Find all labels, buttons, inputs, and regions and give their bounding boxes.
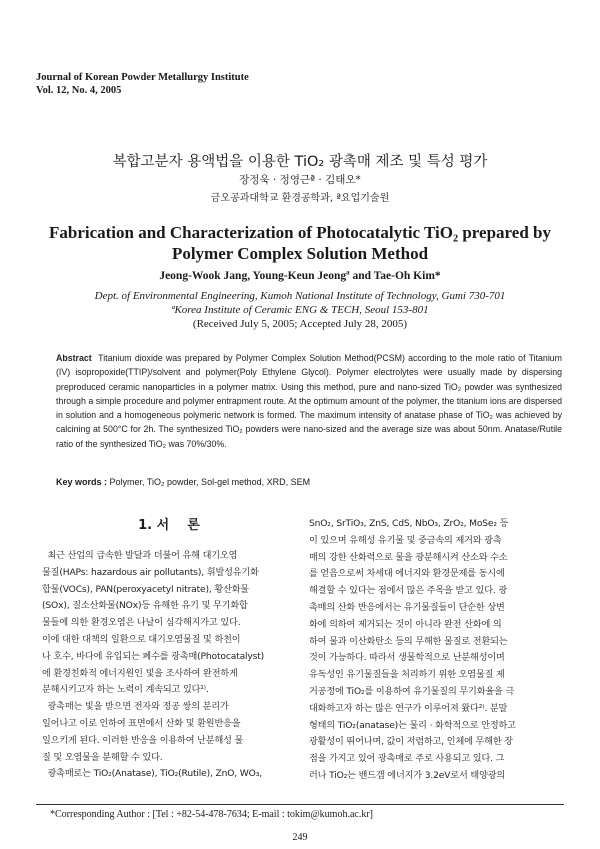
journal-volume: Vol. 12, No. 4, 2005 (36, 85, 122, 96)
body-line: (SOx), 질소산화물(NOx)등 유해한 유기 및 무기화합 (42, 601, 248, 612)
body-column-right (309, 516, 563, 785)
body-line: 물질(HAPs: hazardous air pollutants), 휘발성유기화 (42, 567, 259, 578)
body-line: 촉매의 산화 반응에서는 유기물질들이 단순한 상변 (309, 602, 505, 613)
body-line: 이 있으며 유해성 유기물 및 중금속의 제거와 광촉 (309, 535, 502, 546)
english-title-line1: Fabrication and Characterization of Photocatalytic TiO₂ prepared by (48, 223, 551, 242)
korean-affiliation: 금오공과대학교 환경공학과, ª요업기술원 (210, 193, 390, 204)
body-line: 러나 TiO₂는 밴드갭 에너지가 3.2eV로서 태양광의 (309, 770, 506, 781)
body-line: 거공정에 TiO₂를 이용하여 유기물질의 무기화율을 극 (309, 686, 515, 697)
body-line: 일으키게 된다. 이러한 반응을 이용하여 난분해성 물 (42, 735, 244, 746)
english-affiliation-2: ªKorea Institute of Ceramic ENG & TECH, Seoul 153-801 (171, 304, 429, 316)
english-title (0, 222, 600, 264)
body-line: 분해시키고자 하는 노력이 계속되고 있다¹⁾. (42, 685, 209, 696)
section-heading-introduction: 1. 서 론 (138, 518, 200, 533)
body-line: 유독성인 유기물질들을 처리하기 위한 오염물질 제 (309, 670, 505, 681)
keywords-text: Polymer, TiO₂ powder, Sol-gel method, XRD, SEM (109, 477, 311, 487)
body-line: 하여 물과 이산화탄소 등의 무해한 물질로 전환되는 (309, 636, 508, 647)
body-line: 광활성이 뛰어나며, 값이 저렴하고, 인체에 무해한 장 (309, 737, 513, 748)
body-line: 형태의 TiO₂(anatase)는 물리 · 화학적으로 안정하고 (309, 720, 516, 731)
body-column-left (42, 548, 296, 783)
body-line: 매의 강한 산화력으로 물을 광분해시켜 산소와 수소 (309, 552, 508, 563)
body-line: 에 환경친화적 에너지원인 빛을 조사하여 완전하게 (42, 668, 238, 679)
body-line: 이에 대한 대책의 일환으로 대기오염물질 및 하천이 (42, 634, 241, 645)
body-line: 일어나고 이로 인하여 표면에서 산화 및 환원반응을 (42, 718, 241, 729)
body-line: 질 및 오염물을 분해할 수 있다. (42, 752, 163, 763)
body-line: 대화하고자 하는 많은 연구가 이루어져 왔다²⁾. 분말 (309, 703, 508, 714)
body-line: 나 호수, 바다에 유입되는 폐수를 광촉매(Photocatalyst) (42, 651, 265, 662)
english-affiliation-1: Dept. of Environmental Engineering, Kumoh National Institute of Technology, Gumi 730-701 (94, 290, 506, 302)
english-title-line2: Polymer Complex Solution Method (171, 244, 429, 263)
journal-name: Journal of Korean Powder Metallurgy Institute (36, 72, 249, 83)
korean-title: 복합고분자 용액법을 이용한 TiO₂ 광촉매 제조 및 특성 평가 (112, 154, 488, 170)
keywords-label: Key words : (56, 477, 108, 487)
abstract-label: Abstract (56, 353, 92, 363)
english-authors: Jeong-Wook Jang, Young-Keun Jeongª and Tae-Oh Kim* (159, 270, 441, 282)
body-line: 물들에 의한 환경오염은 나날이 심각해지가고 있다. (42, 618, 241, 629)
body-line: 최근 산업의 급속한 발달과 더불어 유해 대기오염 (42, 551, 238, 561)
corresponding-author-footnote: *Corresponding Author : [Tel : +82-54-478-7634; E-mail : tokim@kumoh.ac.kr] (50, 809, 373, 820)
page-number: 249 (292, 832, 308, 843)
body-line: 화에 의하여 제거되는 것이 아니라 완전 산화에 의 (309, 619, 502, 630)
body-line: 광촉매로는 TiO₂(Anatase), TiO₂(Rutile), ZnO, WO₃, (42, 769, 262, 780)
received-dates: (Received July 5, 2005; Accepted July 28, 2005) (192, 318, 408, 330)
body-line: 를 얻음으로써 차세대 에너지와 환경문제를 동시에 (309, 569, 505, 580)
body-line: 점을 가지고 있어 광촉매로 주로 사용되고 있다. 그 (309, 754, 505, 765)
footnote-divider (36, 804, 564, 805)
abstract (56, 351, 562, 451)
abstract-text: Titanium dioxide was prepared by Polymer Complex Solution Method(PCSM) according to the mole ratio of Titanium (IV) isopropoxide(TTIP)/solvent and polymer(Poly Ethylene Glycol). Polymer electrolytes were usually made by dispersing preproduced ceramic nanoparticles in a polymer matrix. Using this method, pure and nano-sized TiO₂ powder was synthesized through a simple procedure and polymer entrapment route. At the optimum amount of the polymer, the titanium ions are dispersed in solution and a homogeneous polymeric network is formed. The maximum intensity of anatase phase of TiO₂ was achieved by calcining at 500°C for 2h. The synthesized TiO₂ powders were nano-sized and the average size was about 50nm. Anatase/Rutile ratio of the synthesized TiO₂ was 70%/30%. (56, 353, 562, 449)
keywords (56, 475, 562, 489)
body-line: SnO₂, SrTiO₃, ZnS, CdS, NbO₃, ZrO₂, MoSe₂ 등 (309, 519, 509, 529)
body-line: 광촉매는 빛을 받으면 전자와 정공 쌍의 분리가 (42, 702, 229, 713)
korean-authors: 장정욱 · 정영근ª · 김태오* (239, 174, 361, 186)
body-line: 합물(VOCs), PAN(peroxyacetyl nitrate), 황산화물 (42, 584, 250, 595)
body-line: 해결할 수 있다는 점에서 많은 주목을 받고 있다. 광 (309, 586, 508, 597)
body-line: 것이 가능하다. 따라서 생물학적으로 난분해성이며 (309, 653, 505, 664)
